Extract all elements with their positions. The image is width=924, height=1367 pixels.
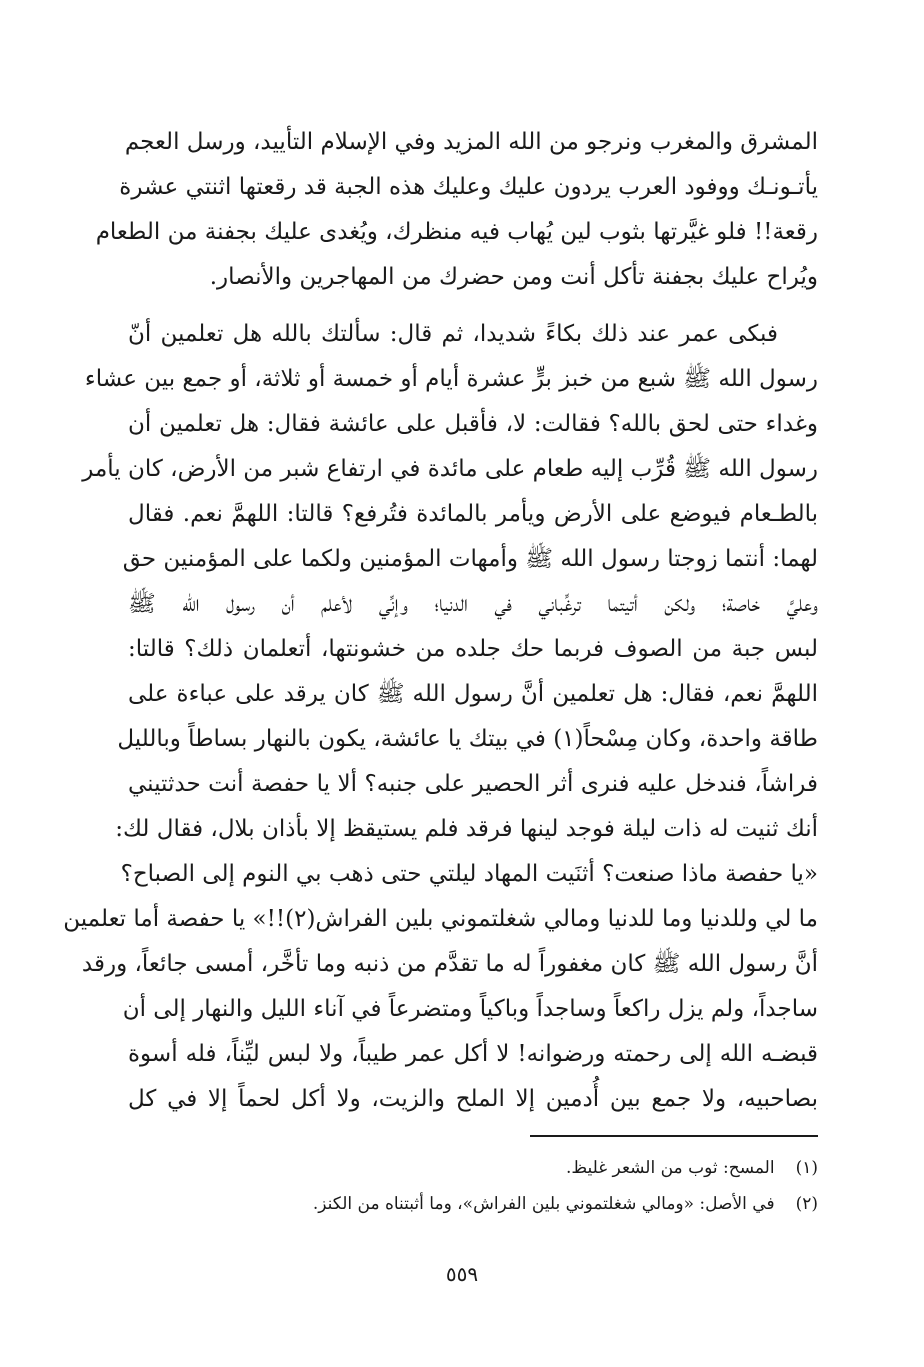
text-line: «يا حفصة ماذا صنعت؟ أثنَيت المهاد ليلتي حتى ذهب بي النوم إلى الصباح؟	[120, 861, 818, 887]
footnotes	[128, 1150, 818, 1222]
text-line: أنَّ رسول الله ﷺ كان مغفوراً له ما تقدَّم من ذنبه وما تأخَّر، أمسى جائعاً، ورقد	[81, 951, 818, 977]
text-line: رقعة!! فلو غيَّرتها بثوب لين يُهاب فيه منظرك، ويُغدى عليك بجفنة من الطعام	[95, 219, 818, 245]
footnote-number: (١)	[795, 1158, 818, 1178]
text-line: لهما: أنتما زوجتا رسول الله ﷺ وأمهات المؤمنين ولكما على المؤمنين حق	[122, 546, 818, 572]
text-line: قبضـه الله إلى رحمته ورضوانه! لا أكل عمر طيباً، ولا لبس ليِّناً، فله أسوة	[128, 1041, 818, 1067]
text-line: اللهمَّ نعم، فقال: هل تعلمين أنَّ رسول الله ﷺ كان يرقد على عباءة على	[128, 681, 818, 707]
text-line: ويُراح عليك بجفنة تأكل أنت ومن حضرك من المهاجرين والأنصار.	[209, 264, 818, 290]
text-line: وعليَّ خاصة؛ ولكن أتيتما ترغِّباني في الدنيا؛ وإنِّي لأعلم أن رسول الله ﷺ	[128, 591, 818, 617]
text-line: يأتـونـك ووفود العرب يردون عليك وعليك هذه الجبة قد رقعتها اثنتي عشرة	[119, 174, 818, 200]
paragraph-2	[63, 312, 818, 1122]
text-line: فراشاً، فندخل عليه فنرى أثر الحصير على جنبه؟ ألا يا حفصة أنت حدثتيني	[128, 771, 818, 797]
text-line: ما لي وللدنيا وما للدنيا ومالي شغلتموني بلين الفراش(٢)!!» يا حفصة أما تعلمين	[63, 906, 818, 932]
text-line: رسول الله ﷺ شبع من خبز برٍّ عشرة أيام أو خمسة أو ثلاثة، أو جمع بين عشاء	[84, 366, 818, 392]
text-line: ساجداً، ولم يزل راكعاً وساجداً وباكياً ومتضرعاً في آناء الليل والنهار إلى أن	[122, 996, 818, 1022]
body-text	[63, 120, 818, 1122]
text-line: أنك ثنيت له ذات ليلة فوجد لينها فرقد فلم يستيقظ إلا بأذان بلال، فقال لك:	[115, 816, 818, 842]
text-line: بالطـعام فيوضع على الأرض ويأمر بالمائدة فتُرفع؟ قالتا: اللهمَّ نعم. فقال	[128, 501, 818, 527]
text-line: بصاحبيه، ولا جمع بين أُدمين إلا الملح والزيت، ولا أكل لحماً إلا في كل	[128, 1086, 818, 1112]
footnote-divider	[530, 1135, 818, 1137]
text-line: وغداء حتى لحق بالله؟ فقالت: لا، فأقبل على عائشة فقال: هل تعلمين أن	[128, 411, 818, 437]
text-line: المشرق والمغرب ونرجو من الله المزيد وفي الإسلام التأييد، ورسل العجم	[124, 129, 818, 155]
footnote-number: (٢)	[795, 1194, 818, 1214]
footnote-1	[128, 1150, 818, 1186]
text-line: طاقة واحدة، وكان مِسْحاً(١) في بيتك يا عائشة، يكون بالنهار بساطاً وبالليل	[117, 726, 818, 752]
paragraph-1	[95, 120, 818, 300]
footnote-2	[128, 1186, 818, 1222]
footnote-text: المسح: ثوب من الشعر غليظ.	[565, 1158, 775, 1178]
text-line: فبكى عمر عند ذلك بكاءً شديدا، ثم قال: سألتك بالله هل تعلمين أنّ	[128, 321, 778, 347]
text-line: رسول الله ﷺ قُرِّب إليه طعام على مائدة في ارتفاع شبر من الأرض، كان يأمر	[82, 456, 818, 482]
text-line: لبس جبة من الصوف فربما حك جلده من خشونتها، أتعلمان ذلك؟ قالتا:	[128, 636, 818, 662]
footnote-text: في الأصل: «ومالي شغلتموني بلين الفراش»، وما أثبتناه من الكنز.	[312, 1194, 775, 1214]
page-number: ٥٥٩	[445, 1262, 479, 1286]
